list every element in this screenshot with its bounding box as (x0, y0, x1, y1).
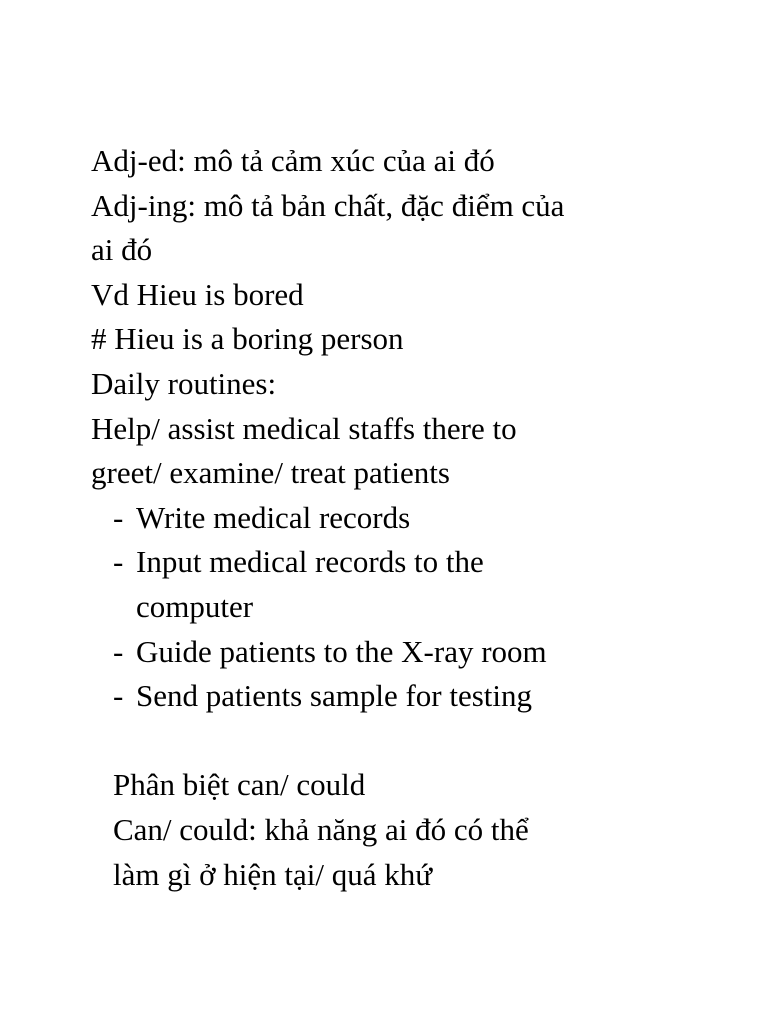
section-line-cont: làm gì ở hiện tại/ quá khứ (113, 856, 433, 892)
text-line-help-assist: Help/ assist medical staffs there to (91, 410, 517, 446)
text-line-adj-ing-cont: ai đó (91, 232, 153, 268)
text-line-adj-ed: Adj-ed: mô tả cảm xúc của ai đó (91, 143, 495, 178)
intro-block (91, 139, 711, 496)
can-could-section (91, 763, 711, 897)
routine-list (91, 496, 711, 719)
list-item-text: Send patients sample for testing (136, 678, 533, 714)
list-dash: - (113, 678, 124, 714)
text-line-example-bored: Vd Hieu is bored (91, 276, 304, 312)
list-item (91, 674, 711, 719)
list-item (91, 496, 711, 541)
text-line-daily-routines: Daily routines: (91, 365, 277, 401)
list-item-text: Write medical records (136, 499, 411, 535)
list-item-text: Input medical records to the (136, 544, 484, 580)
text-line-help-assist-cont: greet/ examine/ treat patients (91, 455, 450, 491)
section-line: Can/ could: khả năng ai đó có thể (113, 811, 529, 847)
list-item (91, 630, 711, 675)
list-dash: - (113, 544, 124, 580)
list-item-text-cont: computer (136, 588, 254, 624)
text-line-adj-ing: Adj-ing: mô tả bản chất, đặc điểm của (91, 187, 565, 223)
list-item (91, 540, 711, 629)
text-line-example-boring: # Hieu is a boring person (91, 321, 404, 357)
document-page (91, 139, 711, 897)
list-dash: - (113, 633, 124, 669)
section-heading: Phân biệt can/ could (113, 767, 366, 803)
list-dash: - (113, 499, 124, 535)
blank-line (91, 719, 711, 764)
list-item-text: Guide patients to the X-ray room (136, 633, 547, 669)
